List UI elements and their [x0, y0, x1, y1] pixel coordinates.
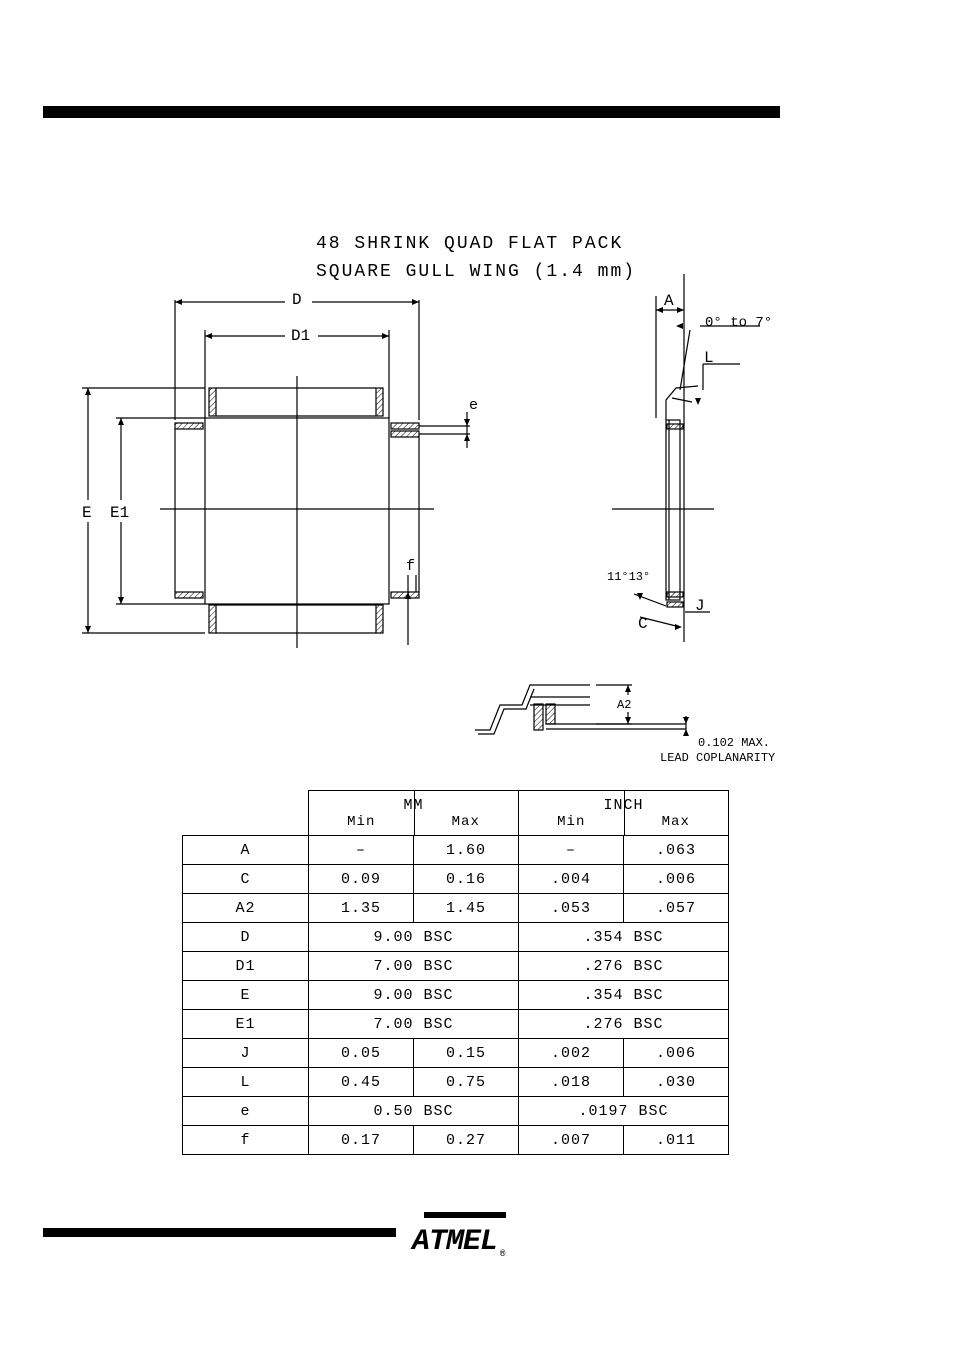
mm-max-cell: 0.15: [414, 1039, 519, 1068]
mm-bsc-cell: 0.50 BSC: [309, 1097, 519, 1126]
label-e: e: [469, 397, 479, 414]
label-A2: A2: [617, 698, 632, 712]
mm-bsc-cell: 9.00 BSC: [309, 981, 519, 1010]
mm-max-cell: 0.16: [414, 865, 519, 894]
mm-min-cell: –: [309, 836, 414, 865]
inch-max-cell: .011: [624, 1126, 729, 1155]
symbol-cell: C: [183, 865, 309, 894]
mm-max-cell: 1.60: [414, 836, 519, 865]
mm-max-cell: 0.27: [414, 1126, 519, 1155]
header-inch: INCH Min Max: [519, 791, 729, 836]
inch-bsc-cell: .0197 BSC: [519, 1097, 729, 1126]
detail-view-arrows: [625, 685, 689, 736]
label-E: E: [82, 504, 92, 522]
atmel-logo: [410, 1210, 510, 1258]
lead-left-top: [175, 423, 203, 429]
inch-max-cell: .057: [624, 894, 729, 923]
inch-min-cell: .018: [519, 1068, 624, 1097]
top-view: [82, 300, 470, 648]
table-row: [183, 923, 729, 952]
symbol-cell: D: [183, 923, 309, 952]
dimensions-table: [182, 790, 729, 1155]
side-body: [666, 420, 680, 600]
table-row: [183, 952, 729, 981]
label-L: L: [704, 349, 714, 367]
mm-min-cell: 0.09: [309, 865, 414, 894]
symbol-cell: e: [183, 1097, 309, 1126]
inch-min-cell: .053: [519, 894, 624, 923]
detail-view: [475, 685, 686, 735]
coplanarity-line2: LEAD COPLANARITY: [660, 751, 776, 765]
table-header-row: [183, 791, 729, 836]
table-row: [183, 894, 729, 923]
mm-min-cell: 0.17: [309, 1126, 414, 1155]
package-title: 48 SHRINK QUAD FLAT PACK: [316, 234, 624, 254]
mm-max-cell: 0.75: [414, 1068, 519, 1097]
symbol-cell: E1: [183, 1010, 309, 1039]
mm-bsc-cell: 7.00 BSC: [309, 952, 519, 981]
table-row: [183, 1010, 729, 1039]
table-row: [183, 981, 729, 1010]
label-angle2: 11°13°: [607, 570, 651, 584]
symbol-cell: J: [183, 1039, 309, 1068]
label-angle: 0° to 7°: [705, 315, 773, 331]
symbol-cell: A2: [183, 894, 309, 923]
mm-max-cell: 1.45: [414, 894, 519, 923]
inch-bsc-cell: .354 BSC: [519, 981, 729, 1010]
mm-bsc-cell: 9.00 BSC: [309, 923, 519, 952]
lead-right-top-2: [391, 431, 419, 437]
symbol-cell: f: [183, 1126, 309, 1155]
lead-right-bottom: [391, 592, 419, 598]
table-row: [183, 865, 729, 894]
inch-bsc-cell: .276 BSC: [519, 952, 729, 981]
table-row: [183, 1039, 729, 1068]
symbol-cell: L: [183, 1068, 309, 1097]
inch-max-cell: .063: [624, 836, 729, 865]
inch-bsc-cell: .354 BSC: [519, 923, 729, 952]
symbol-cell: E: [183, 981, 309, 1010]
symbol-cell: A: [183, 836, 309, 865]
svg-text:ATMEL: ATMEL: [412, 1225, 498, 1258]
svg-text:®: ®: [500, 1249, 506, 1258]
lead-bottom-right: [376, 605, 383, 633]
top-view-arrows: [85, 299, 470, 633]
header-mm: MM Min Max: [309, 791, 519, 836]
package-subtitle: SQUARE GULL WING (1.4 mm): [316, 262, 637, 282]
label-f: f: [406, 558, 416, 575]
footer-rule: [43, 1228, 396, 1237]
label-J: J: [695, 597, 705, 615]
lead-bottom-left: [209, 605, 216, 633]
inch-max-cell: .006: [624, 865, 729, 894]
mm-min-cell: 0.45: [309, 1068, 414, 1097]
inch-bsc-cell: .276 BSC: [519, 1010, 729, 1039]
mm-min-cell: 1.35: [309, 894, 414, 923]
label-C: C: [638, 615, 648, 633]
inch-min-cell: .002: [519, 1039, 624, 1068]
inch-min-cell: –: [519, 836, 624, 865]
lead-top-left: [209, 388, 216, 416]
lead-left-bottom: [175, 592, 203, 598]
mm-bsc-cell: 7.00 BSC: [309, 1010, 519, 1039]
table-row: [183, 1126, 729, 1155]
label-D: D: [292, 291, 302, 309]
inch-min-cell: .004: [519, 865, 624, 894]
table-row: [183, 836, 729, 865]
lead-top-right: [376, 388, 383, 416]
label-E1: E1: [110, 504, 130, 522]
symbol-cell: D1: [183, 952, 309, 981]
coplanarity-line1: 0.102 MAX.: [698, 736, 771, 750]
inch-min-cell: .007: [519, 1126, 624, 1155]
lead-right-top-1: [391, 423, 419, 429]
label-D1: D1: [291, 327, 311, 345]
mm-min-cell: 0.05: [309, 1039, 414, 1068]
inch-max-cell: .006: [624, 1039, 729, 1068]
table-row: [183, 1068, 729, 1097]
table-row: [183, 1097, 729, 1126]
label-A: A: [664, 292, 674, 310]
inch-max-cell: .030: [624, 1068, 729, 1097]
